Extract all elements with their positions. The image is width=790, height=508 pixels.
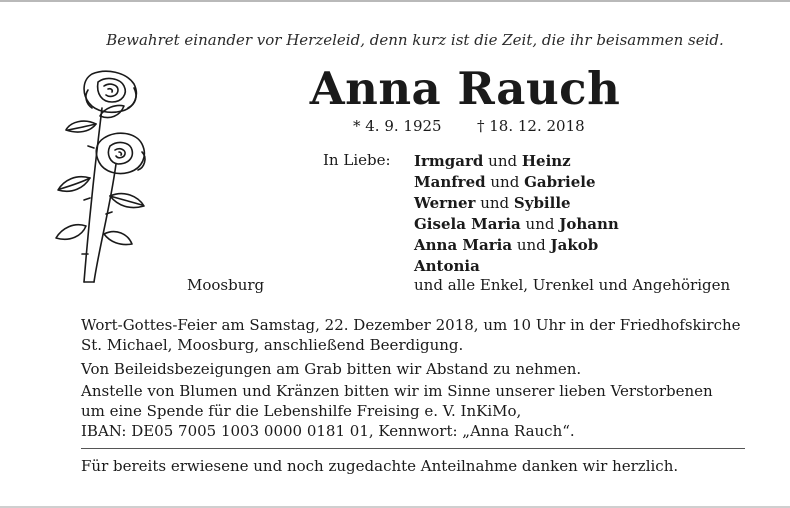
condolence-note: Von Beileidsbezeigungen am Grab bitten wir Abstand zu nehmen. <box>81 360 582 378</box>
mourners-label: In Liebe: <box>323 151 391 169</box>
motto-verse: Bewahret einander vor Herzeleid, denn kurz ist die Zeit, die ihr beisammen seid. <box>106 31 724 49</box>
service-line: St. Michael, Moosburg, anschließend Beerdigung. <box>81 336 464 354</box>
conjunction: und <box>485 173 525 191</box>
mourner-name: Heinz <box>521 152 571 170</box>
deceased-name: Anna Rauch <box>309 62 621 115</box>
donation-line: Anstelle von Blumen und Kränzen bitten wir im Sinne unserer lieben Verstorbenen <box>81 382 713 400</box>
rose-icon <box>44 68 154 284</box>
thanks-note: Für bereits erwiesene und noch zugedachte Anteilnahme danken wir herzlich. <box>81 457 679 475</box>
mourner-name: Gisela Maria <box>414 215 521 233</box>
mourner-name: Irmgard <box>414 152 484 170</box>
mourner-row <box>414 172 619 193</box>
service-info <box>81 315 741 355</box>
mourner-row <box>414 193 619 214</box>
donation-iban: IBAN: DE05 7005 1003 0000 0181 01, Kennwort: „Anna Rauch“. <box>81 422 575 440</box>
mourner-name: Sybille <box>513 194 571 212</box>
mourners-list <box>414 151 619 277</box>
donation-line: um eine Spende für die Lebenshilfe Freising e. V. InKiMo, <box>81 402 522 420</box>
mourner-row <box>414 235 619 256</box>
mourner-name: Manfred <box>414 173 486 191</box>
mourner-row <box>414 256 619 277</box>
conjunction: und <box>483 152 522 170</box>
mourner-name: Antonia <box>414 257 480 275</box>
conjunction: und <box>512 236 551 254</box>
top-border <box>0 0 790 2</box>
donation-info <box>81 381 713 441</box>
mourner-name: Werner <box>414 194 476 212</box>
mourner-name: Johann <box>559 215 619 233</box>
death-date: † 18. 12. 2018 <box>477 117 585 135</box>
conjunction: und <box>520 215 560 233</box>
conjunction: und <box>475 194 514 212</box>
mourner-name: Jakob <box>550 236 599 254</box>
mourner-name: Gabriele <box>524 173 596 191</box>
other-relatives: und alle Enkel, Urenkel und Angehörigen <box>414 276 731 294</box>
service-line: Wort-Gottes-Feier am Samstag, 22. Dezember 2018, um 10 Uhr in der Friedhofskirche <box>81 316 741 334</box>
place-name: Moosburg <box>187 276 265 294</box>
mourner-name: Anna Maria <box>414 236 513 254</box>
divider <box>81 448 745 449</box>
birth-date: * 4. 9. 1925 <box>353 117 442 135</box>
mourner-row <box>414 151 619 172</box>
mourner-row <box>414 214 619 235</box>
